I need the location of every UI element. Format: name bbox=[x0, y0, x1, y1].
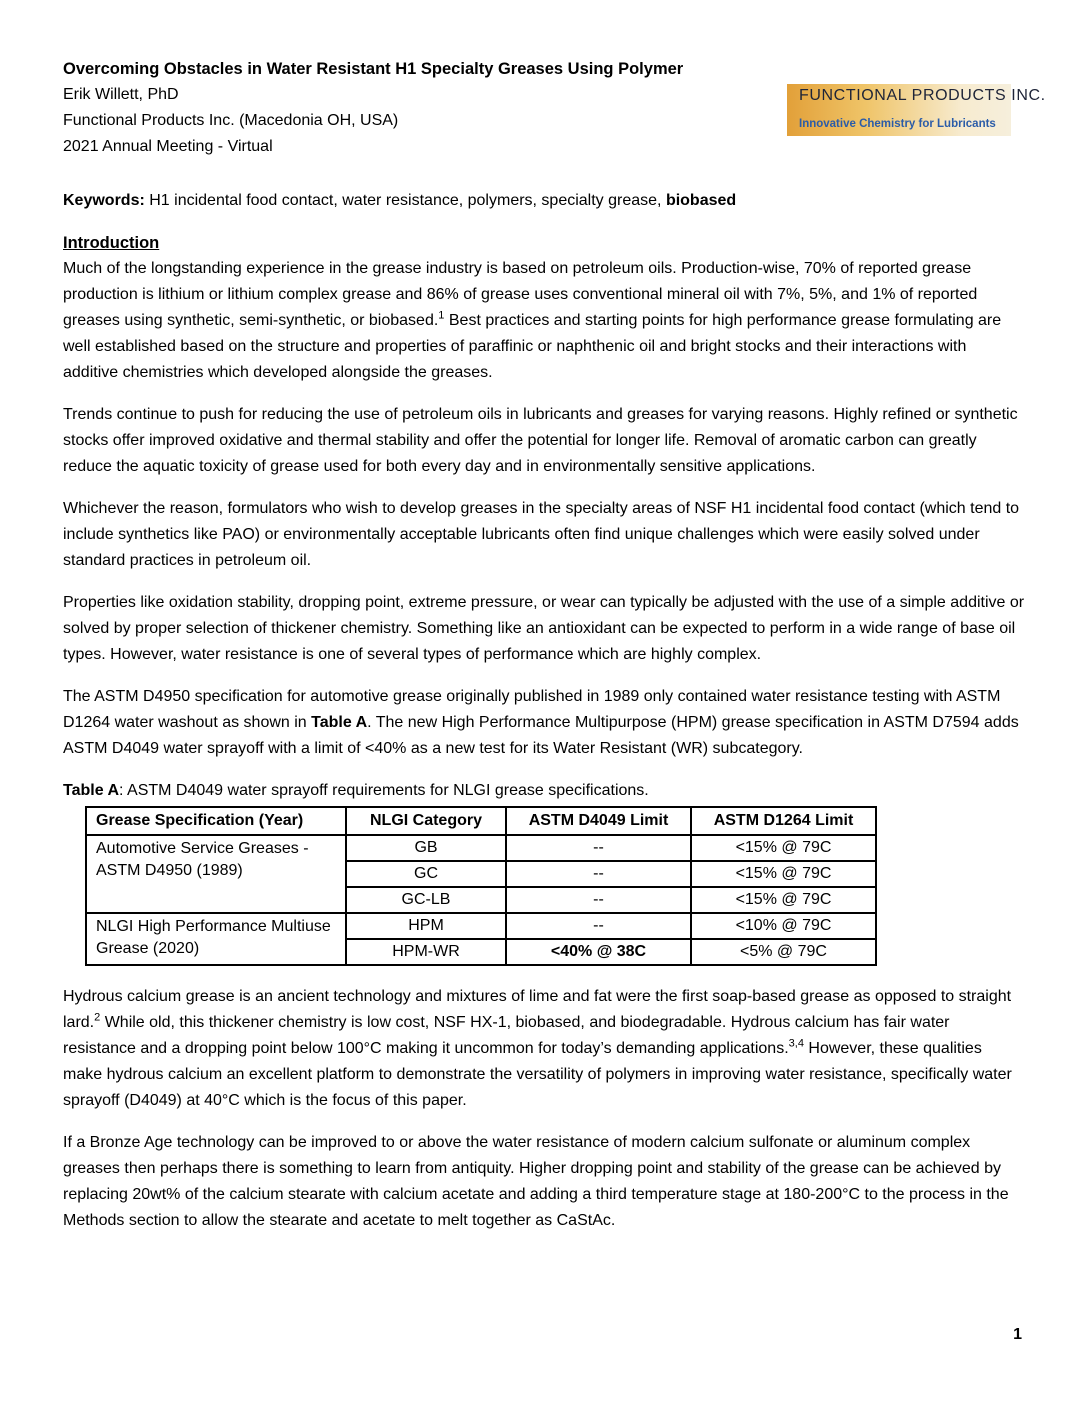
text-segment: Whichever the reason, formulators who wish to develop greases in the specialty areas of NSF H1 incidental food contact (which tend to include synthetics like PAO) or environmentally acceptable lubricants often find unique challenges which were easily solved under standard practices in petroleum oil. bbox=[63, 500, 1020, 569]
paragraph bbox=[63, 496, 1025, 574]
d1264-limit-cell: <15% @ 79C bbox=[691, 861, 876, 887]
table-a bbox=[85, 806, 877, 966]
d4049-limit-cell: -- bbox=[506, 835, 691, 861]
header-d4049-limit: ASTM D4049 Limit bbox=[506, 807, 691, 835]
table-row bbox=[86, 835, 876, 861]
text-segment: biobased bbox=[665, 192, 737, 209]
d4049-limit-cell: <40% @ 38C bbox=[506, 939, 691, 965]
superscript-reference: 2 bbox=[94, 1011, 101, 1024]
page-number: 1 bbox=[1013, 1326, 1022, 1343]
logo-tagline: Innovative Chemistry for Lubricants bbox=[799, 118, 996, 130]
paragraph bbox=[63, 256, 1025, 386]
introduction-paragraphs bbox=[63, 256, 1025, 762]
text-segment: H1 incidental food contact, water resistance, polymers, specialty grease, bbox=[144, 192, 666, 209]
grease-spec-cell: Automotive Service Greases - ASTM D4950 (1989) bbox=[86, 835, 346, 913]
d4049-limit-cell: -- bbox=[506, 861, 691, 887]
page-title: Overcoming Obstacles in Water Resistant H1 Specialty Greases Using Polymer bbox=[63, 60, 684, 78]
paragraph bbox=[63, 684, 1025, 762]
d1264-limit-cell: <15% @ 79C bbox=[691, 887, 876, 913]
header-grease-spec: Grease Specification (Year) bbox=[86, 807, 346, 835]
affiliation: Functional Products Inc. (Macedonia OH, USA) bbox=[63, 112, 399, 129]
paragraph bbox=[63, 402, 1025, 480]
paragraph bbox=[63, 984, 1025, 1114]
superscript-reference: 1 bbox=[438, 309, 445, 322]
discussion-paragraphs bbox=[63, 984, 1025, 1234]
paragraph bbox=[63, 1130, 1025, 1234]
d1264-limit-cell: <15% @ 79C bbox=[691, 835, 876, 861]
text-segment: Best practices and starting points for high performance grease formulating are well established based on the structure and properties of paraffinic or naphthenic oil and bright stocks and their interactions with additive chemistries which developed alongside the greases. bbox=[63, 312, 1002, 381]
d4049-limit-cell: -- bbox=[506, 913, 691, 939]
table-header-row bbox=[86, 807, 876, 835]
text-segment: Properties like oxidation stability, dropping point, extreme pressure, or wear can typically be adjusted with the use of a simple additive or solved by proper selection of thickener chemistry. Something like an antioxidant can be expected to perform in a wide range of base oil types. However, water resistance is one of several types of performance which are highly complex. bbox=[63, 594, 1025, 663]
text-segment: : ASTM D4049 water sprayoff requirements for NLGI grease specifications. bbox=[119, 782, 649, 799]
text-segment: Trends continue to push for reducing the use of petroleum oils in lubricants and greases for varying reasons. Highly refined or synthetic stocks offer improved oxidative and thermal stability and offer the potential for longer life. Removal of aromatic carbon can greatly reduce the aquatic toxicity of grease used for both every day and in environmentally sensitive applications. bbox=[63, 406, 1018, 475]
table-row bbox=[86, 913, 876, 939]
table-a-header bbox=[86, 807, 876, 835]
table-a-body bbox=[86, 835, 876, 965]
logo-company-name: FUNCTIONAL PRODUCTS INC. bbox=[799, 87, 1046, 104]
company-logo bbox=[787, 84, 1046, 136]
nlgi-category-cell: GC bbox=[346, 861, 506, 887]
meeting-line: 2021 Annual Meeting - Virtual bbox=[63, 138, 273, 155]
text-segment: While old, this thickener chemistry is low cost, NSF HX-1, biobased, and biodegradable. Hydrous calcium has fair water resistance and a dropping point below 100°C making it uncommon for today’s demanding applications. bbox=[63, 1014, 950, 1057]
text-segment: Table A bbox=[311, 714, 368, 731]
keywords-line bbox=[63, 188, 1025, 214]
text-segment: Hydrous calcium grease is an ancient technology and mixtures of lime and fat were the first soap-based grease as opposed to straight lard. bbox=[63, 988, 1012, 1031]
author: Erik Willett, PhD bbox=[63, 86, 179, 103]
text-segment: Keywords: bbox=[63, 192, 145, 209]
nlgi-category-cell: GB bbox=[346, 835, 506, 861]
text-segment: If a Bronze Age technology can be improved to or above the water resistance of modern calcium sulfonate or aluminum complex greases then perhaps there is something to learn from antiquity. Higher dropping point and stability of the grease can be achieved by replacing 20wt% of the calcium stearate with calcium acetate and adding a third temperature stage at 180-200°C to the process in the Methods section to allow the stearate and acetate to melt together as CaStAc. bbox=[63, 1134, 1009, 1229]
introduction-heading: Introduction bbox=[63, 234, 160, 252]
text-segment: . The new High Performance Multipurpose (HPM) grease specification in ASTM D7594 adds ASTM D4049 water sprayoff with a limit of <40% as a new test for its Water Resistant (WR) subcategory. bbox=[63, 714, 1019, 757]
text-segment: The ASTM D4950 specification for automotive grease originally published in 1989 only contained water resistance testing with ASTM D1264 water washout as shown in bbox=[63, 688, 1001, 731]
d1264-limit-cell: <5% @ 79C bbox=[691, 939, 876, 965]
grease-spec-cell: NLGI High Performance Multiuse Grease (2020) bbox=[86, 913, 346, 965]
text-segment: However, these qualities make hydrous calcium an excellent platform to demonstrate the versatility of polymers in improving water resistance, specifically water sprayoff (D4049) at 40°C which is the focus of this paper. bbox=[63, 1040, 1012, 1109]
nlgi-category-cell: GC-LB bbox=[346, 887, 506, 913]
d4049-limit-cell: -- bbox=[506, 887, 691, 913]
table-a-caption bbox=[63, 778, 1025, 804]
text-segment: Much of the longstanding experience in the grease industry is based on petroleum oils. Production-wise, 70% of reported grease production is lithium or lithium complex grease and 86% of grease uses conventional mineral oil with 7%, 5%, and 1% of reported greases using synthetic, semi-synthetic, or biobased. bbox=[63, 260, 978, 329]
nlgi-category-cell: HPM bbox=[346, 913, 506, 939]
nlgi-category-cell: HPM-WR bbox=[346, 939, 506, 965]
d1264-limit-cell: <10% @ 79C bbox=[691, 913, 876, 939]
header-d1264-limit: ASTM D1264 Limit bbox=[691, 807, 876, 835]
header-nlgi-category: NLGI Category bbox=[346, 807, 506, 835]
text-segment: Table A bbox=[63, 782, 120, 799]
superscript-reference: 3,4 bbox=[788, 1037, 804, 1050]
paragraph bbox=[63, 590, 1025, 668]
